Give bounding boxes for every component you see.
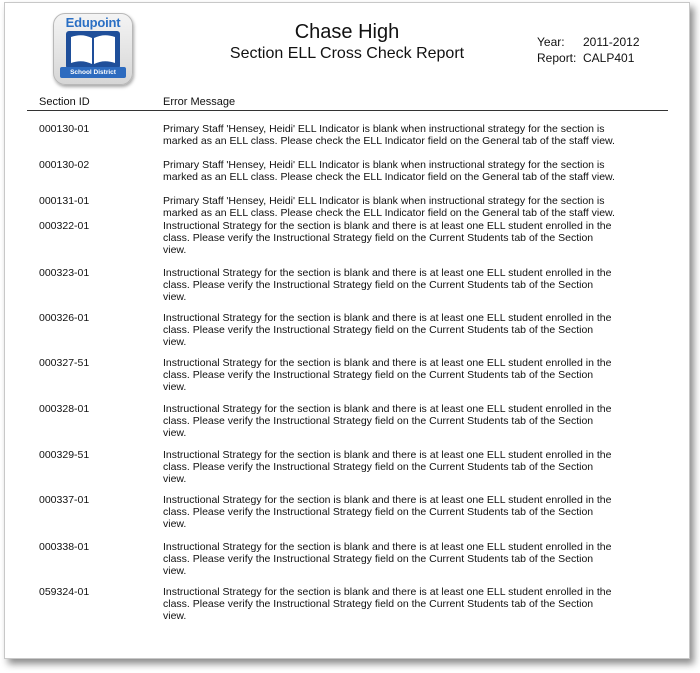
error-message: [163, 267, 633, 303]
error-message-line: Instructional Strategy for the section is blank and there is at least one ELL student enrolled in the: [163, 267, 612, 279]
error-message: [163, 586, 633, 622]
error-message-line: view.: [163, 427, 187, 439]
error-message-line: class. Please verify the Instructional Strategy field on the Current Students tab of the Section: [163, 279, 594, 291]
error-message-line: Instructional Strategy for the section is blank and there is at least one ELL student enrolled in the: [163, 220, 612, 232]
error-message-line: view.: [163, 336, 187, 348]
error-message: [163, 403, 633, 439]
error-message-line: view.: [163, 291, 187, 303]
section-id: 000338-01: [39, 541, 90, 553]
error-message-line: Instructional Strategy for the section is blank and there is at least one ELL student enrolled in the: [163, 449, 612, 461]
section-id: 000328-01: [39, 403, 90, 415]
error-message-line: Instructional Strategy for the section is blank and there is at least one ELL student enrolled in the: [163, 403, 612, 415]
error-message-line: view.: [163, 610, 187, 622]
error-message-line: Instructional Strategy for the section is blank and there is at least one ELL student enrolled in the: [163, 494, 612, 506]
report-title: Section ELL Cross Check Report: [229, 45, 465, 62]
section-id: 059324-01: [39, 586, 90, 598]
column-header-error-message: Error Message: [163, 96, 236, 108]
year-value: 2011-2012: [583, 35, 640, 49]
error-message: [163, 159, 633, 183]
error-message-line: class. Please verify the Instructional Strategy field on the Current Students tab of the Section: [163, 553, 594, 565]
section-id: 000322-01: [39, 220, 90, 232]
error-message-line: marked as an ELL class. Please check the ELL Indicator field on the General tab of the staff view.: [163, 135, 615, 147]
error-message-line: Instructional Strategy for the section is blank and there is at least one ELL student enrolled in the: [163, 312, 612, 324]
error-message-line: Instructional Strategy for the section is blank and there is at least one ELL student enrolled in the: [163, 541, 612, 553]
error-message: [163, 312, 633, 348]
error-message: [163, 541, 633, 577]
error-message-line: class. Please verify the Instructional Strategy field on the Current Students tab of the Section: [163, 598, 594, 610]
error-message-line: view.: [163, 244, 187, 256]
error-message: [163, 220, 633, 256]
section-id: 000130-01: [39, 123, 90, 135]
error-message-line: view.: [163, 473, 187, 485]
error-message: [163, 357, 633, 393]
error-message-line: class. Please verify the Instructional Strategy field on the Current Students tab of the Section: [163, 415, 594, 427]
section-id: 000329-51: [39, 449, 90, 461]
error-message-line: class. Please verify the Instructional Strategy field on the Current Students tab of the Section: [163, 232, 594, 244]
error-message-line: marked as an ELL class. Please check the ELL Indicator field on the General tab of the staff view.: [163, 207, 615, 219]
error-message: [163, 449, 633, 485]
report-label: Report:: [537, 51, 577, 65]
section-id: 000131-01: [39, 195, 90, 207]
school-title: Chase High: [294, 21, 400, 43]
section-id: 000130-02: [39, 159, 90, 171]
error-message-line: class. Please verify the Instructional Strategy field on the Current Students tab of the Section: [163, 461, 594, 473]
error-message-line: Instructional Strategy for the section is blank and there is at least one ELL student enrolled in the: [163, 586, 612, 598]
error-message-line: Primary Staff 'Hensey, Heidi' ELL Indicator is blank when instructional strategy for the section is: [163, 123, 605, 135]
error-message-line: Primary Staff 'Hensey, Heidi' ELL Indicator is blank when instructional strategy for the section is: [163, 195, 605, 207]
error-message-line: view.: [163, 518, 187, 530]
logo-subtitle: School District: [60, 67, 126, 78]
section-id: 000323-01: [39, 267, 90, 279]
error-message: [163, 195, 633, 219]
error-message-line: class. Please verify the Instructional Strategy field on the Current Students tab of the Section: [163, 506, 594, 518]
error-message-line: class. Please verify the Instructional Strategy field on the Current Students tab of the Section: [163, 324, 594, 336]
error-message: [163, 494, 633, 530]
section-id: 000337-01: [39, 494, 90, 506]
error-message-line: Primary Staff 'Hensey, Heidi' ELL Indicator is blank when instructional strategy for the section is: [163, 159, 605, 171]
error-message-line: view.: [163, 565, 187, 577]
error-message-line: Instructional Strategy for the section is blank and there is at least one ELL student enrolled in the: [163, 357, 612, 369]
error-message: [163, 123, 633, 147]
error-message-line: class. Please verify the Instructional Strategy field on the Current Students tab of the Section: [163, 369, 594, 381]
year-label: Year:: [537, 35, 565, 49]
column-header-section-id: Section ID: [39, 96, 90, 108]
logo-name: Edupoint: [65, 15, 121, 30]
report-meta: [537, 34, 640, 66]
section-id: 000327-51: [39, 357, 90, 369]
header-divider: [27, 110, 668, 111]
error-message-line: view.: [163, 381, 187, 393]
report-page: [4, 2, 690, 659]
report-code: CALP401: [583, 51, 635, 65]
error-message-line: marked as an ELL class. Please check the ELL Indicator field on the General tab of the staff view.: [163, 171, 615, 183]
section-id: 000326-01: [39, 312, 90, 324]
